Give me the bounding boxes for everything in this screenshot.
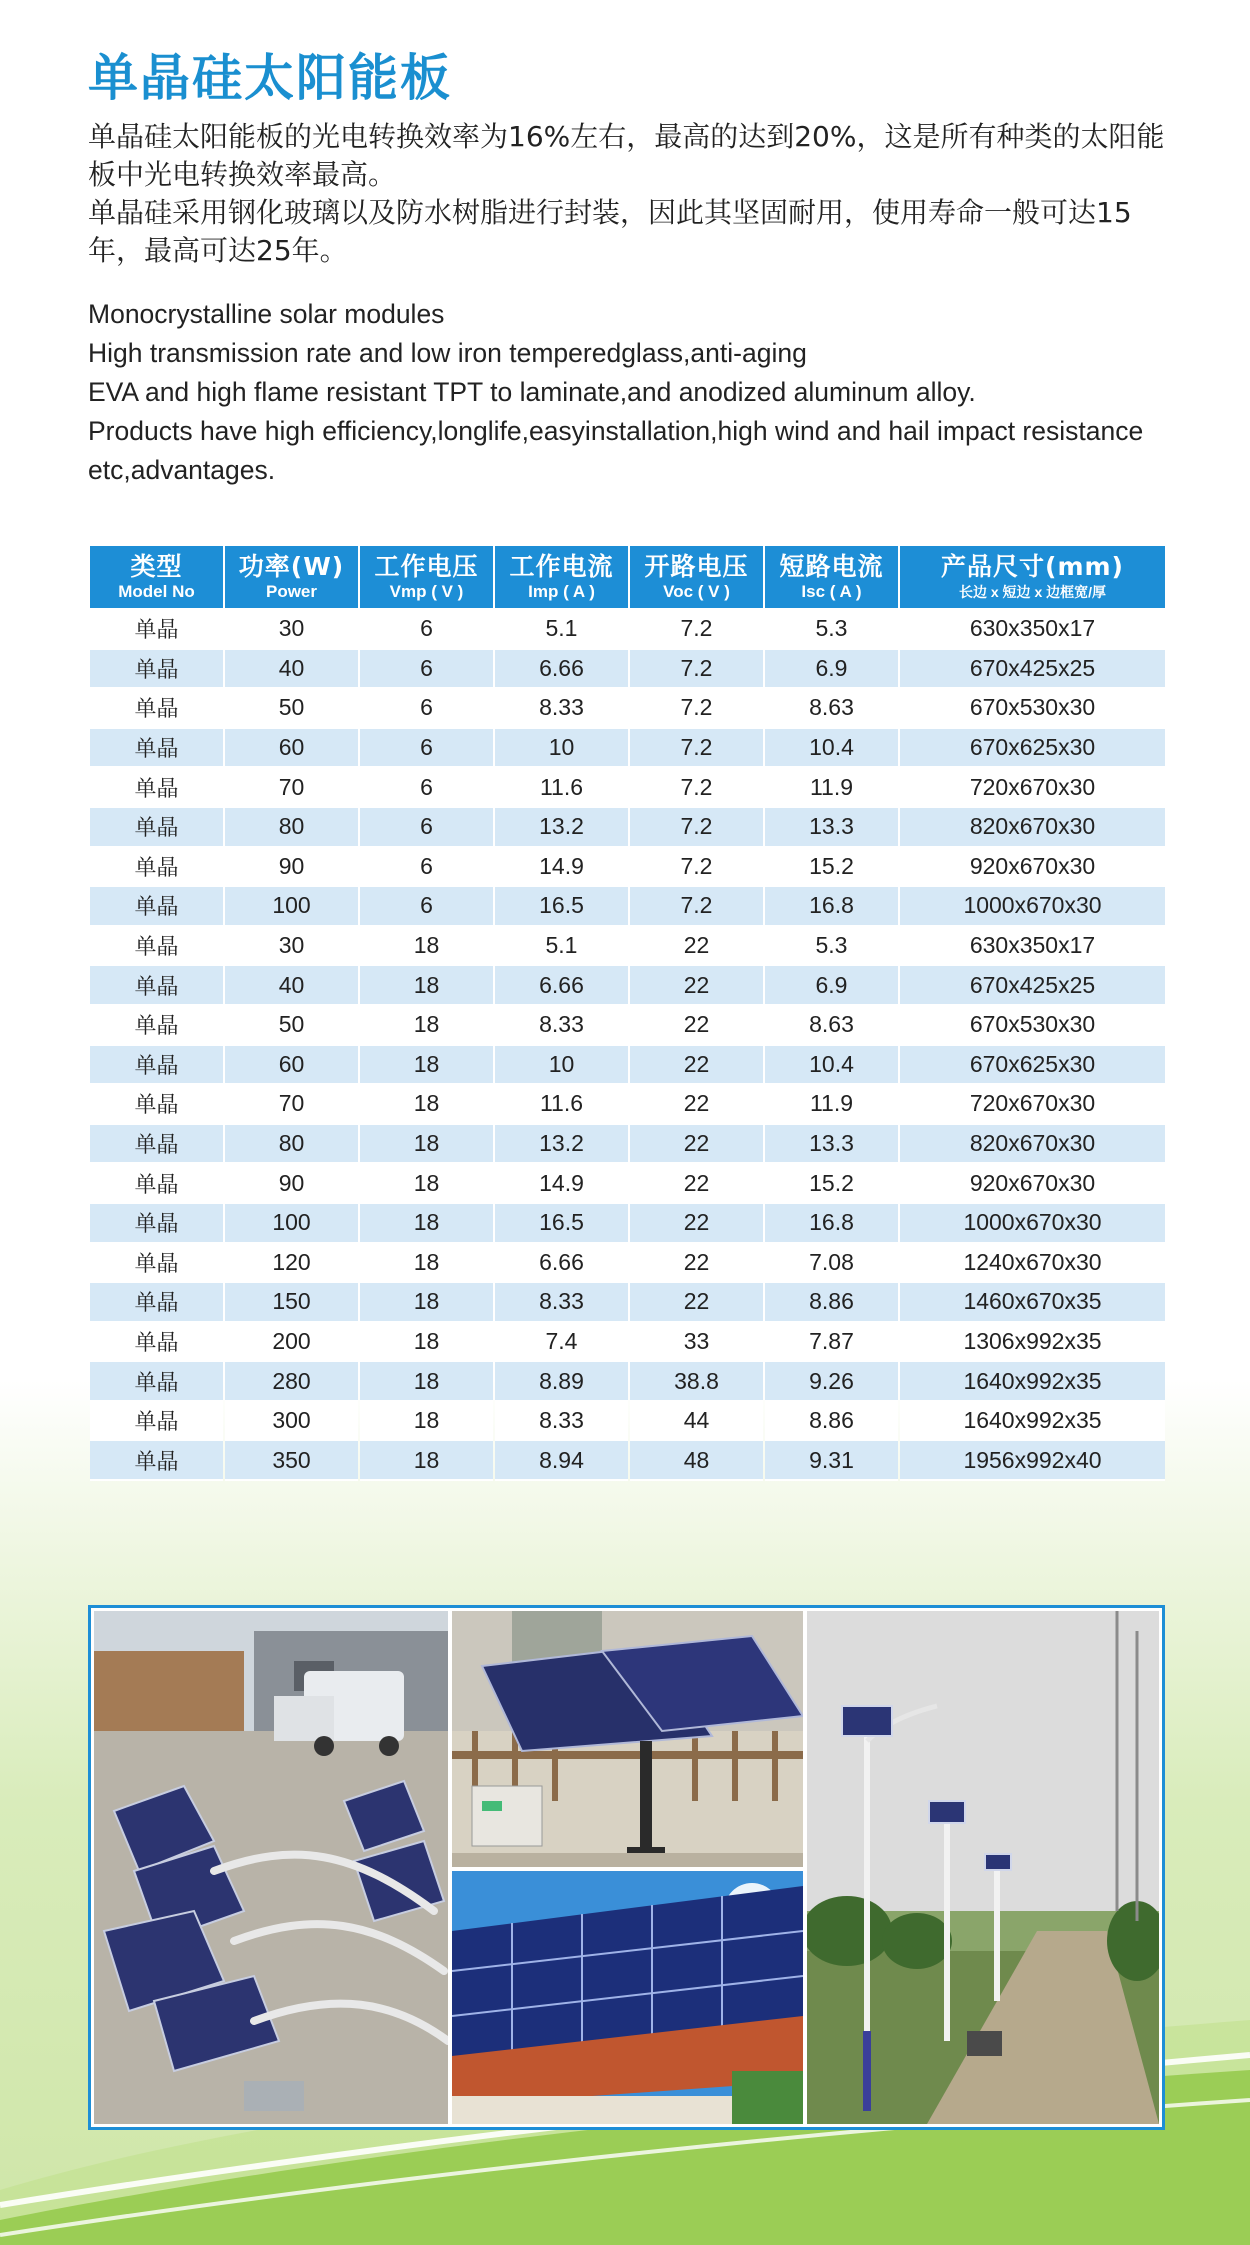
photo-rooftop-panels [452,1871,803,2124]
cell-voc: 33 [630,1323,763,1363]
table-row [90,1125,1165,1165]
table-row [90,1085,1165,1125]
table-row [90,1006,1165,1046]
cell-isc: 5.3 [765,610,898,650]
cell-power: 280 [225,1362,358,1402]
spec-table-header-row [90,546,1165,610]
table-row [90,1283,1165,1323]
cell-isc: 15.2 [765,1164,898,1204]
header-vmp-en: Vmp ( V ) [389,582,464,601]
cell-imp: 8.94 [495,1441,628,1481]
cell-voc: 22 [630,1006,763,1046]
page-title: 单晶硅太阳能板 [88,49,452,107]
cell-size: 1640x992x35 [900,1362,1165,1402]
cell-imp: 11.6 [495,768,628,808]
header-isc-en: Isc ( A ) [801,582,862,601]
intro-en-line-2: High transmission rate and low iron temperedglass,anti-aging [88,338,807,368]
cell-isc: 8.86 [765,1402,898,1442]
cell-isc: 15.2 [765,848,898,888]
cell-size: 630x350x17 [900,927,1165,967]
cell-size: 1460x670x35 [900,1283,1165,1323]
cell-size: 920x670x30 [900,848,1165,888]
intro-en-line-1: Monocrystalline solar modules [88,299,445,329]
cell-voc: 7.2 [630,808,763,848]
cell-isc: 7.08 [765,1244,898,1284]
cell-vmp: 18 [360,1362,493,1402]
cell-power: 70 [225,768,358,808]
cell-vmp: 18 [360,1323,493,1363]
cell-imp: 8.33 [495,1006,628,1046]
cell-power: 80 [225,1125,358,1165]
cell-imp: 8.33 [495,689,628,729]
photo-pole-mounted-panel [452,1611,803,1867]
cell-size: 1240x670x30 [900,1244,1165,1284]
cell-vmp: 18 [360,1441,493,1481]
cell-power: 30 [225,927,358,967]
cell-model: 单晶 [90,966,223,1006]
cell-voc: 7.2 [630,768,763,808]
intro-chinese [88,118,1178,270]
header-size-cn: 产品尺寸(mm) [941,552,1124,581]
cell-imp: 6.66 [495,966,628,1006]
cell-size: 670x530x30 [900,689,1165,729]
cell-imp: 8.33 [495,1402,628,1442]
cell-power: 60 [225,1046,358,1086]
cell-vmp: 18 [360,1085,493,1125]
cell-voc: 7.2 [630,650,763,690]
intro-cn-paragraph-1: 单晶硅太阳能板的光电转换效率为16%左右，最高的达到20%，这是所有种类的太阳能板中光电转换效率最高。 [88,120,1165,191]
cell-voc: 22 [630,1125,763,1165]
table-row [90,650,1165,690]
header-size [900,546,1165,610]
cell-power: 120 [225,1244,358,1284]
cell-imp: 7.4 [495,1323,628,1363]
cell-isc: 10.4 [765,1046,898,1086]
table-row [90,1323,1165,1363]
intro-english [88,295,1198,490]
cell-vmp: 6 [360,887,493,927]
header-power [225,546,358,610]
cell-power: 60 [225,729,358,769]
table-row [90,729,1165,769]
cell-imp: 10 [495,1046,628,1086]
cell-voc: 22 [630,1164,763,1204]
cell-vmp: 18 [360,1244,493,1284]
table-row [90,1046,1165,1086]
cell-isc: 13.3 [765,808,898,848]
cell-vmp: 18 [360,1204,493,1244]
cell-power: 40 [225,650,358,690]
cell-size: 670x625x30 [900,1046,1165,1086]
cell-size: 630x350x17 [900,610,1165,650]
cell-model: 单晶 [90,729,223,769]
cell-model: 单晶 [90,1164,223,1204]
cell-size: 670x425x25 [900,650,1165,690]
cell-size: 1956x992x40 [900,1441,1165,1481]
table-row [90,768,1165,808]
cell-power: 70 [225,1085,358,1125]
cell-model: 单晶 [90,689,223,729]
cell-size: 920x670x30 [900,1164,1165,1204]
table-row [90,808,1165,848]
header-vmp [360,546,493,610]
cell-voc: 22 [630,1244,763,1284]
cell-imp: 16.5 [495,887,628,927]
table-row [90,689,1165,729]
cell-model: 单晶 [90,887,223,927]
cell-vmp: 18 [360,1283,493,1323]
cell-imp: 6.66 [495,650,628,690]
cell-voc: 22 [630,927,763,967]
cell-model: 单晶 [90,1283,223,1323]
intro-en-line-3: EVA and high flame resistant TPT to laminate,and anodized aluminum alloy. [88,377,976,407]
header-model [90,546,223,610]
cell-imp: 5.1 [495,927,628,967]
cell-size: 1000x670x30 [900,887,1165,927]
cell-vmp: 6 [360,768,493,808]
header-power-en: Power [265,582,318,601]
cell-voc: 7.2 [630,610,763,650]
cell-imp: 14.9 [495,848,628,888]
cell-power: 30 [225,610,358,650]
cell-size: 820x670x30 [900,1125,1165,1165]
cell-model: 单晶 [90,1362,223,1402]
table-row [90,848,1165,888]
table-row [90,610,1165,650]
cell-voc: 22 [630,1046,763,1086]
cell-voc: 7.2 [630,729,763,769]
cell-model: 单晶 [90,610,223,650]
table-row [90,927,1165,967]
cell-voc: 7.2 [630,689,763,729]
header-voc-cn: 开路电压 [644,552,749,581]
cell-vmp: 6 [360,689,493,729]
table-row [90,887,1165,927]
cell-power: 150 [225,1283,358,1323]
cell-voc: 7.2 [630,848,763,888]
cell-voc: 22 [630,1204,763,1244]
cell-model: 单晶 [90,1125,223,1165]
cell-voc: 38.8 [630,1362,763,1402]
cell-isc: 16.8 [765,1204,898,1244]
cell-isc: 11.9 [765,768,898,808]
cell-power: 100 [225,887,358,927]
cell-power: 40 [225,966,358,1006]
cell-size: 1306x992x35 [900,1323,1165,1363]
cell-imp: 14.9 [495,1164,628,1204]
header-isc [765,546,898,610]
cell-voc: 7.2 [630,887,763,927]
header-imp-cn: 工作电流 [509,552,614,581]
cell-imp: 13.2 [495,1125,628,1165]
cell-isc: 11.9 [765,1085,898,1125]
cell-model: 单晶 [90,1006,223,1046]
cell-model: 单晶 [90,808,223,848]
cell-imp: 5.1 [495,610,628,650]
cell-voc: 44 [630,1402,763,1442]
spec-table [88,546,1167,1481]
cell-power: 50 [225,1006,358,1046]
cell-vmp: 6 [360,808,493,848]
table-row [90,1164,1165,1204]
cell-isc: 10.4 [765,729,898,769]
header-imp [495,546,628,610]
cell-isc: 16.8 [765,887,898,927]
cell-size: 670x425x25 [900,966,1165,1006]
cell-power: 90 [225,848,358,888]
cell-voc: 22 [630,966,763,1006]
cell-size: 670x625x30 [900,729,1165,769]
cell-isc: 9.26 [765,1362,898,1402]
cell-vmp: 18 [360,1006,493,1046]
cell-isc: 7.87 [765,1323,898,1363]
cell-power: 90 [225,1164,358,1204]
cell-power: 100 [225,1204,358,1244]
cell-size: 720x670x30 [900,1085,1165,1125]
cell-vmp: 18 [360,1164,493,1204]
cell-model: 单晶 [90,768,223,808]
table-row [90,1402,1165,1442]
cell-isc: 8.63 [765,689,898,729]
cell-vmp: 18 [360,1046,493,1086]
cell-power: 50 [225,689,358,729]
header-voc-en: Voc ( V ) [663,582,730,601]
cell-isc: 13.3 [765,1125,898,1165]
header-imp-en: Imp ( A ) [528,582,595,601]
table-row [90,1204,1165,1244]
header-isc-cn: 短路电流 [779,552,884,581]
cell-model: 单晶 [90,650,223,690]
cell-vmp: 18 [360,966,493,1006]
cell-vmp: 6 [360,729,493,769]
cell-model: 单晶 [90,1085,223,1125]
table-row [90,1441,1165,1481]
header-voc [630,546,763,610]
spec-table-body [90,610,1165,1481]
intro-cn-paragraph-2: 单晶硅采用钢化玻璃以及防水树脂进行封装，因此其坚固耐用，使用寿命一般可达15年，最高可达25年。 [88,196,1132,267]
cell-isc: 5.3 [765,927,898,967]
cell-power: 300 [225,1402,358,1442]
cell-model: 单晶 [90,1323,223,1363]
cell-isc: 9.31 [765,1441,898,1481]
cell-model: 单晶 [90,1046,223,1086]
cell-size: 1000x670x30 [900,1204,1165,1244]
cell-model: 单晶 [90,1441,223,1481]
cell-size: 670x530x30 [900,1006,1165,1046]
cell-vmp: 6 [360,650,493,690]
cell-imp: 8.33 [495,1283,628,1323]
product-photo-collage [88,1605,1165,2130]
cell-vmp: 18 [360,927,493,967]
cell-voc: 22 [630,1085,763,1125]
cell-vmp: 6 [360,610,493,650]
cell-imp: 6.66 [495,1244,628,1284]
cell-voc: 48 [630,1441,763,1481]
cell-power: 80 [225,808,358,848]
cell-imp: 8.89 [495,1362,628,1402]
cell-power: 200 [225,1323,358,1363]
cell-model: 单晶 [90,927,223,967]
cell-isc: 6.9 [765,966,898,1006]
cell-isc: 6.9 [765,650,898,690]
cell-model: 单晶 [90,1402,223,1442]
photo-solar-street-lights [807,1611,1159,2124]
cell-size: 820x670x30 [900,808,1165,848]
cell-imp: 10 [495,729,628,769]
cell-isc: 8.86 [765,1283,898,1323]
cell-model: 单晶 [90,1244,223,1284]
table-row [90,1362,1165,1402]
header-power-cn: 功率(W) [238,552,345,581]
cell-vmp: 6 [360,848,493,888]
cell-vmp: 18 [360,1402,493,1442]
header-vmp-cn: 工作电压 [374,552,479,581]
cell-model: 单晶 [90,848,223,888]
cell-voc: 22 [630,1283,763,1323]
cell-power: 350 [225,1441,358,1481]
cell-imp: 11.6 [495,1085,628,1125]
photo-streetlight-panels [94,1611,448,2124]
cell-model: 单晶 [90,1204,223,1244]
cell-imp: 16.5 [495,1204,628,1244]
cell-size: 1640x992x35 [900,1402,1165,1442]
cell-imp: 13.2 [495,808,628,848]
table-row [90,966,1165,1006]
header-model-en: Model No [118,582,195,601]
cell-vmp: 18 [360,1125,493,1165]
table-row [90,1244,1165,1284]
header-size-en: 长边 x 短边 x 边框宽/厚 [958,584,1107,600]
cell-isc: 8.63 [765,1006,898,1046]
header-model-cn: 类型 [130,552,183,581]
intro-en-line-4: Products have high efficiency,longlife,easyinstallation,high wind and hail impact resistance etc,advantages. [88,416,1144,485]
cell-size: 720x670x30 [900,768,1165,808]
